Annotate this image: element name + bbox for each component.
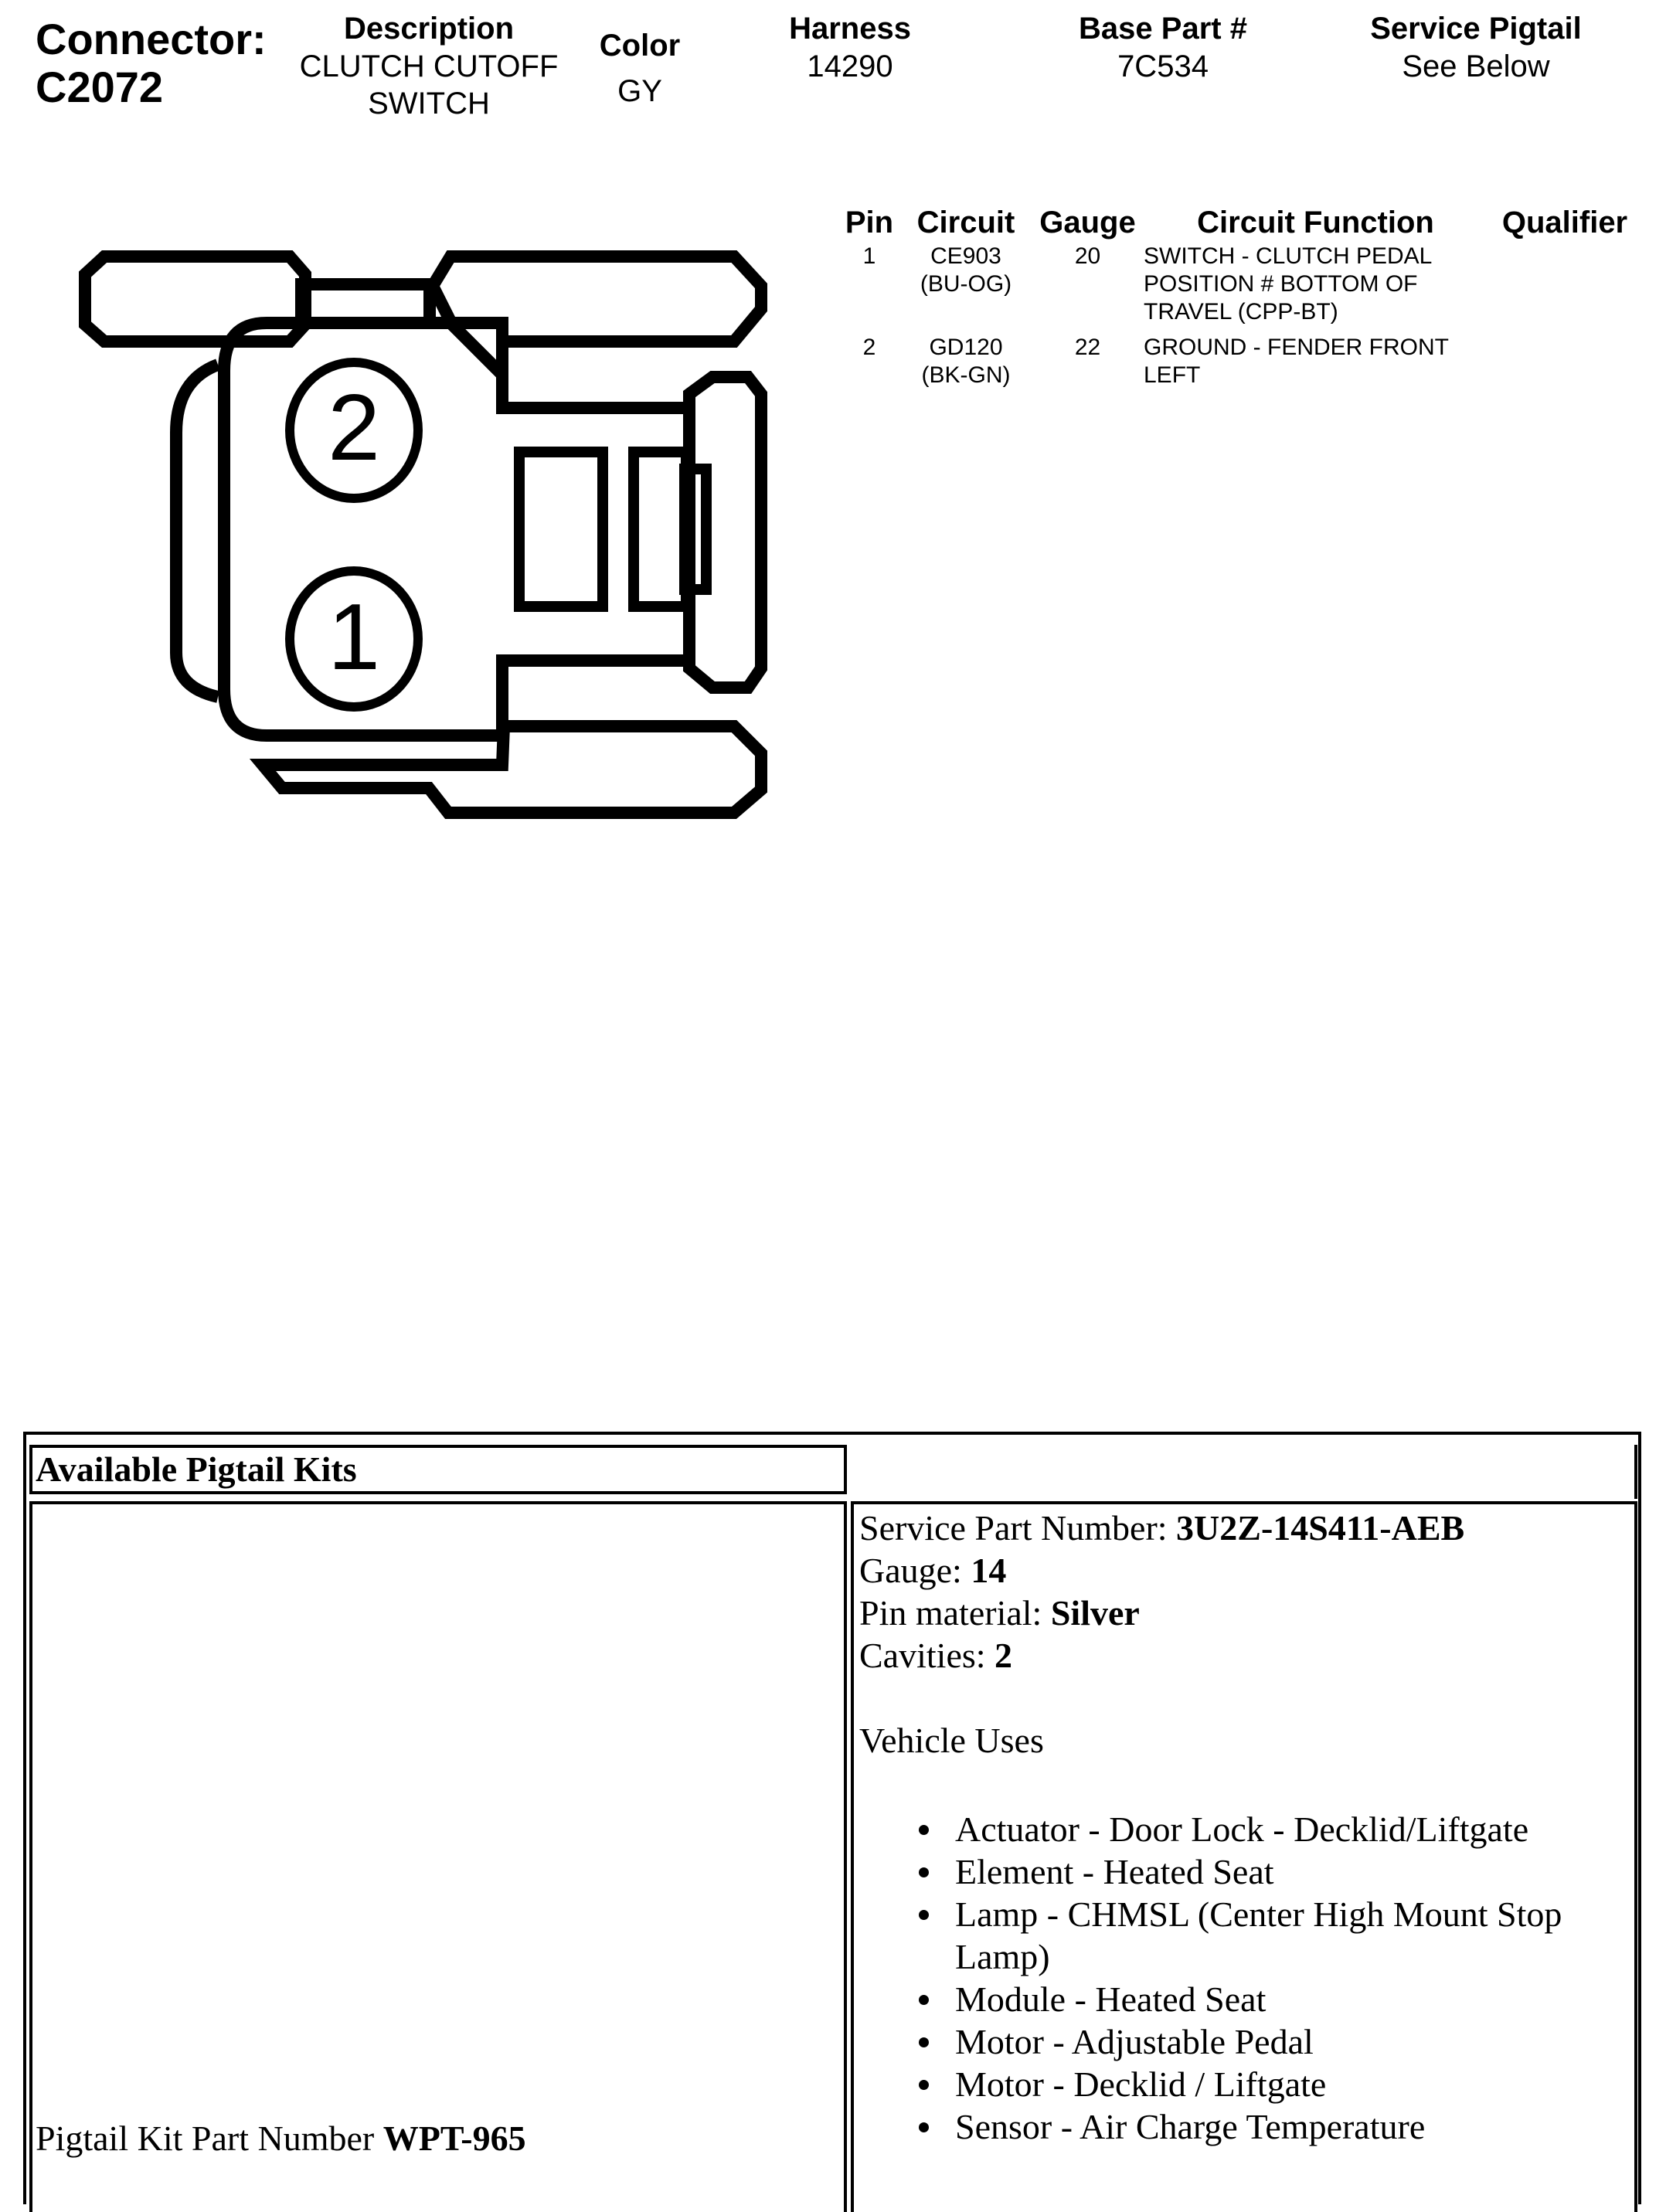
bullet-icon	[919, 2122, 929, 2132]
bullet-icon	[919, 2080, 929, 2090]
qualifier-cell	[1488, 243, 1642, 334]
base-part-column	[1043, 9, 1283, 85]
bullet-icon	[919, 1910, 929, 1920]
service-pigtail-label: Service Pigtail	[1370, 12, 1582, 46]
pin-material-line	[859, 1592, 1632, 1634]
kit-part-label: Pigtail Kit Part Number	[36, 2119, 383, 2158]
list-item: Sensor - Air Charge Temperature	[955, 2105, 1632, 2148]
service-part-number-line	[859, 1507, 1632, 1549]
function-line: POSITION # BOTTOM OF	[1144, 271, 1418, 297]
description-line-2: SWITCH	[368, 87, 490, 121]
pin-header: Pin	[845, 206, 894, 240]
kit-part-value: WPT-965	[382, 2119, 526, 2158]
gauge-cell: 20	[1074, 243, 1101, 269]
pin-material-value: Silver	[1050, 1593, 1140, 1633]
pigtail-section-title: Available Pigtail Kits	[36, 1449, 357, 1489]
pigtail-image-cell	[29, 1501, 847, 2212]
vehicle-uses-label: Vehicle Uses	[859, 1721, 1044, 1760]
key-slot-right	[634, 452, 686, 607]
bullet-icon	[919, 2037, 929, 2047]
circuit-cell	[900, 334, 1032, 397]
base-part-value: 7C534	[1117, 49, 1209, 83]
circuit-cell	[900, 243, 1032, 334]
color-column	[578, 26, 702, 110]
gauge-line	[859, 1549, 1632, 1592]
qualifier-cell	[1488, 334, 1642, 397]
pin-table	[838, 202, 1642, 397]
list-item: Motor - Adjustable Pedal	[955, 2020, 1632, 2063]
cavities-value: 2	[994, 1636, 1013, 1675]
harness-value: 14290	[807, 49, 893, 83]
description-line-1: CLUTCH CUTOFF	[299, 49, 559, 83]
circuit-function-header: Circuit Function	[1197, 206, 1434, 240]
function-line: GROUND - FENDER FRONT	[1144, 335, 1449, 360]
base-part-label: Base Part #	[1079, 12, 1247, 46]
cavity-2-label: 2	[328, 375, 380, 480]
service-pigtail-column	[1345, 9, 1607, 85]
connector-heading	[36, 15, 267, 111]
pin-cell: 2	[862, 335, 876, 360]
connector-face-diagram	[70, 240, 780, 827]
list-item: Element - Heated Seat	[955, 1850, 1632, 1893]
harness-column	[742, 9, 958, 85]
pin-material-label: Pin material:	[859, 1593, 1051, 1633]
function-line: SWITCH - CLUTCH PEDAL	[1144, 243, 1433, 269]
connector-id: C2072	[36, 63, 164, 111]
pin-cell: 1	[862, 243, 876, 269]
list-item: Module - Heated Seat	[955, 1978, 1632, 2020]
color-value: GY	[617, 74, 662, 108]
description-column	[286, 9, 572, 122]
circuit-id: CE903	[930, 243, 1001, 269]
circuit-header: Circuit	[916, 206, 1015, 240]
gauge-cell: 22	[1074, 335, 1101, 360]
pigtail-kit-part-number	[36, 2117, 526, 2160]
vehicle-uses-list	[859, 1808, 1632, 2148]
service-pigtail-value: See Below	[1402, 49, 1550, 83]
circuit-color: (BK-GN)	[921, 362, 1011, 388]
function-line: LEFT	[1144, 362, 1201, 388]
list-item: Lamp - CHMSL (Center High Mount Stop Lamp)	[955, 1893, 1632, 1978]
cavities-label: Cavities:	[859, 1636, 995, 1675]
service-part-value: 3U2Z-14S411-AEB	[1176, 1508, 1465, 1548]
qualifier-header: Qualifier	[1501, 206, 1628, 240]
gauge-value: 14	[971, 1551, 1007, 1590]
key-slot-left	[519, 452, 603, 607]
service-part-label: Service Part Number:	[859, 1508, 1177, 1548]
gauge-label: Gauge:	[859, 1551, 971, 1590]
circuit-color: (BU-OG)	[920, 271, 1012, 297]
list-item: Actuator - Door Lock - Decklid/Liftgate	[955, 1808, 1632, 1850]
pigtail-header-right-cell	[851, 1445, 1637, 1499]
latch-tab-upper-right	[433, 257, 761, 375]
table-row	[838, 334, 1642, 397]
color-label: Color	[599, 29, 681, 63]
bullet-icon	[919, 1825, 929, 1835]
list-item: Motor - Decklid / Liftgate	[955, 2063, 1632, 2105]
circuit-function-cell	[1144, 334, 1488, 397]
connector-label: Connector:	[36, 15, 267, 63]
circuit-id: GD120	[929, 335, 1003, 360]
harness-label: Harness	[789, 12, 911, 46]
cavity-1-label: 1	[328, 584, 380, 689]
service-part-details	[859, 1507, 1632, 2148]
table-row	[838, 243, 1642, 334]
right-latch	[689, 377, 761, 688]
gauge-header: Gauge	[1039, 206, 1136, 240]
pin-table-header-row	[838, 202, 1642, 243]
bullet-icon	[919, 1867, 929, 1877]
function-line: TRAVEL (CPP-BT)	[1144, 299, 1338, 324]
description-label: Description	[343, 12, 515, 46]
circuit-function-cell	[1144, 243, 1488, 334]
cavities-line	[859, 1634, 1632, 1677]
left-rail	[176, 365, 218, 697]
bullet-icon	[919, 1995, 929, 2005]
